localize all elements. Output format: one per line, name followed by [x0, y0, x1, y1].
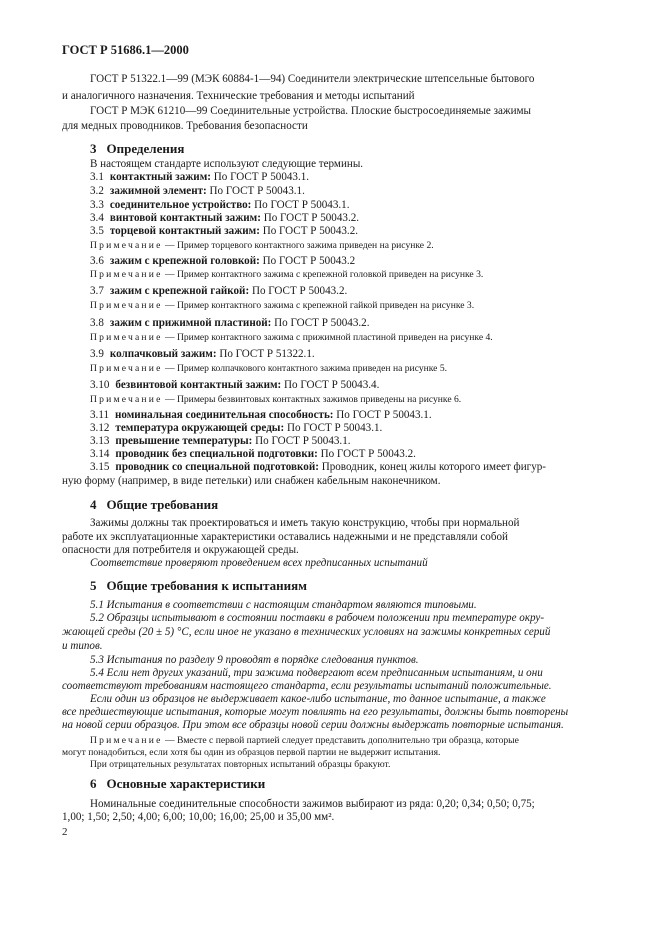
ref-line: ГОСТ Р МЭК 61210—99 Соединительные устройства. Плоские быстросоединяемые зажимы — [90, 105, 531, 117]
note-5-cont: могут понадобиться, если хотя бы один из образцов первой партии не выдержит испытания. — [62, 747, 441, 758]
clause-5-4-cont: все предшествующие испытания, которые могут повлиять на его результаты, должны быть повторены — [62, 706, 569, 718]
ref-line: и аналогичного назначения. Технические требования и методы испытаний — [62, 90, 415, 102]
note-3-9: Примечание — Пример колпачкового контактного зажима приведен на рисунке 5. — [90, 363, 448, 374]
section-4-text: работе их эксплуатационные характеристики оставались надежными и не представляли собой — [62, 531, 508, 543]
section-3-intro: В настоящем стандарте используют следующие термины. — [90, 158, 364, 170]
note-3-10: Примечание — Примеры безвинтовых контактных зажимов приведены на рисунке 6. — [90, 394, 462, 405]
term-3-15-cont: ную форму (например, в виде петельки) или снабжен кабельным наконечником. — [62, 475, 441, 487]
clause-5-4-cont: на новой серии образцов. При этом все образцы новой серии должны выдержать повторные испытания. — [62, 719, 564, 731]
term-3-15: 3.15 проводник со специальной подготовкой: Проводник, конец жилы которого имеет фигур- — [90, 461, 546, 473]
note-3-8: Примечание — Пример контактного зажима с прижимной пластиной приведен на рисунке 4. — [90, 332, 493, 343]
section-4-heading: 4 Общие требования — [90, 497, 219, 512]
section-4-text: Зажимы должны так проектироваться и иметь такую конструкцию, чтобы при нормальной — [90, 517, 520, 529]
page-number: 2 — [62, 826, 68, 838]
note-5: Примечание — Вместе с первой партией следует представить дополнительно три образца, которые — [90, 735, 519, 746]
section-6-text: 1,00; 1,50; 2,50; 4,00; 6,00; 10,00; 16,00; 25,00 и 35,00 мм². — [62, 811, 335, 823]
term-3-13: 3.13 превышение температуры: По ГОСТ Р 50043.1. — [90, 435, 351, 447]
note-3-6: Примечание — Пример контактного зажима с крепежной головкой приведен на рисунке 3. — [90, 269, 484, 280]
section-5-heading: 5 Общие требования к испытаниям — [90, 578, 307, 593]
note-5-cont: При отрицательных результатах повторных испытаний образцы бракуют. — [90, 759, 391, 770]
term-3-2: 3.2 зажимной элемент: По ГОСТ Р 50043.1. — [90, 185, 305, 197]
section-3-heading: 3 Определения — [90, 141, 185, 156]
section-4-text: опасности для потребителя и окружающей среды. — [62, 544, 299, 556]
clause-5-4-cont: Если один из образцов не выдерживает какое-либо испытание, то данное испытание, а также — [90, 693, 546, 705]
clause-5-3: 5.3 Испытания по разделу 9 проводят в порядке следования пунктов. — [90, 654, 419, 666]
term-3-14: 3.14 проводник без специальной подготовки: По ГОСТ Р 50043.2. — [90, 448, 416, 460]
document-header: ГОСТ Р 51686.1—2000 — [62, 43, 189, 57]
term-3-7: 3.7 зажим с крепежной гайкой: По ГОСТ Р 50043.2. — [90, 285, 348, 297]
term-3-6: 3.6 зажим с крепежной головкой: По ГОСТ Р 50043.2 — [90, 255, 356, 267]
note-3-7: Примечание — Пример контактного зажима с крепежной гайкой приведен на рисунке 3. — [90, 300, 475, 311]
clause-5-1: 5.1 Испытания в соответствии с настоящим стандартом являются типовыми. — [90, 599, 477, 611]
ref-line: ГОСТ Р 51322.1—99 (МЭК 60884-1—94) Соединители электрические штепсельные бытового — [90, 73, 535, 85]
section-6-heading: 6 Основные характеристики — [90, 776, 266, 791]
term-3-10: 3.10 безвинтовой контактный зажим: По ГОСТ Р 50043.4. — [90, 379, 380, 391]
term-3-3: 3.3 соединительное устройство: По ГОСТ Р 50043.1. — [90, 199, 350, 211]
clause-5-2-cont: жающей среды (20 ± 5) °С, если иное не указано в технических условиях на зажимы конкретных серий — [62, 626, 551, 638]
term-3-9: 3.9 колпачковый зажим: По ГОСТ Р 51322.1. — [90, 348, 315, 360]
ref-line: для медных проводников. Требования безопасности — [62, 120, 308, 132]
clause-5-2: 5.2 Образцы испытывают в состоянии поставки в рабочем положении при температуре окру- — [90, 612, 545, 624]
term-3-8: 3.8 зажим с прижимной пластиной: По ГОСТ Р 50043.2. — [90, 317, 370, 329]
term-3-5: 3.5 торцевой контактный зажим: По ГОСТ Р 50043.2. — [90, 225, 359, 237]
section-4-compliance: Соответствие проверяют проведением всех предписанных испытаний — [90, 557, 428, 569]
term-3-12: 3.12 температура окружающей среды: По ГОСТ Р 50043.1. — [90, 422, 383, 434]
note-3-5: Примечание — Пример торцевого контактного зажима приведен на рисунке 2. — [90, 240, 434, 251]
term-3-1: 3.1 контактный зажим: По ГОСТ Р 50043.1. — [90, 171, 310, 183]
clause-5-4: 5.4 Если нет других указаний, три зажима подвергают всем предписанным испытаниям, и они — [90, 667, 543, 679]
term-3-11: 3.11 номинальная соединительная способность: По ГОСТ Р 50043.1. — [90, 409, 432, 421]
clause-5-2-cont: и типов. — [62, 640, 103, 652]
clause-5-4-cont: соответствуют требованиям настоящего стандарта, если результаты испытаний положительные. — [62, 680, 552, 692]
term-3-4: 3.4 винтовой контактный зажим: По ГОСТ Р 50043.2. — [90, 212, 360, 224]
section-6-text: Номинальные соединительные способности зажимов выбирают из ряда: 0,20; 0,34; 0,50; 0,75; — [90, 798, 535, 810]
